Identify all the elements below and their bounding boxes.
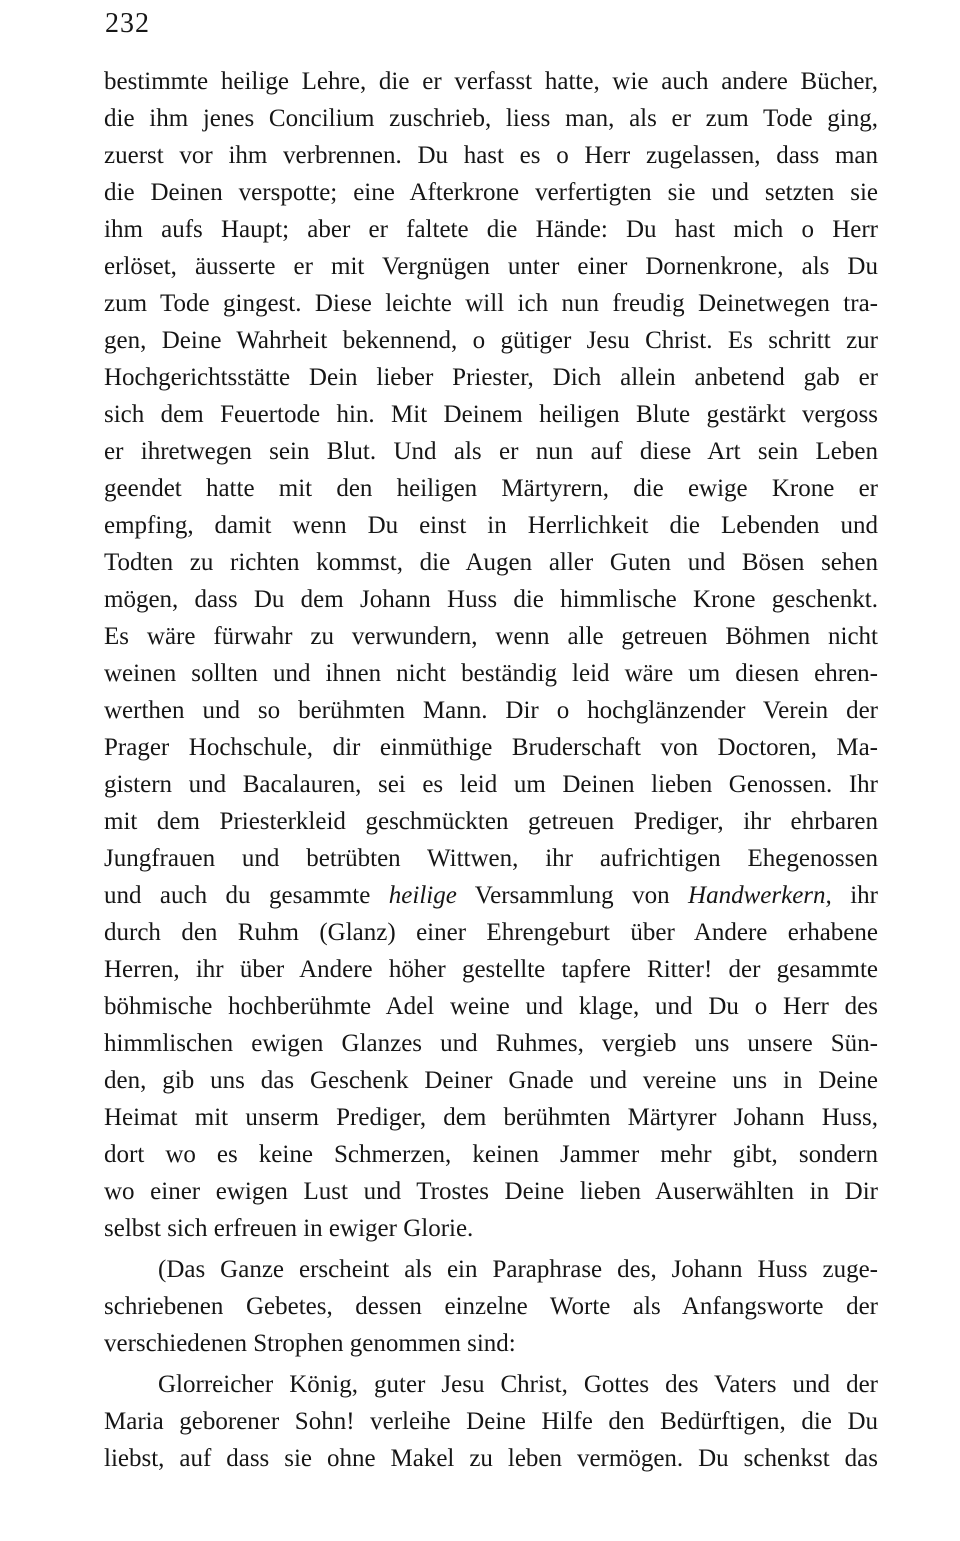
- text-line: mit dem Priesterkleid geschmückten getreuen Prediger, ihr ehrbaren: [104, 808, 878, 835]
- text-line: Jungfrauen und betrübten Wittwen, ihr aufrichtigen Ehegenossen: [104, 845, 878, 872]
- text-line: selbst sich erfreuen in ewiger Glorie.: [104, 1215, 474, 1242]
- text-line: bestimmte heilige Lehre, die er verfasst hatte, wie auch andere Bücher,: [104, 68, 878, 95]
- text-line: die Deinen verspotte; eine Afterkrone verfertigten sie und setzten sie: [104, 179, 878, 206]
- text-line: erlöset, äusserte er mit Vergnügen unter einer Dornenkrone, als Du: [104, 253, 878, 280]
- text-line-with-italics: [104, 877, 878, 914]
- page-number: 232: [105, 8, 150, 39]
- text-line: Maria geborener Sohn! verleihe Deine Hilfe den Bedürftigen, die Du: [104, 1408, 878, 1435]
- text-line: empfing, damit wenn Du einst in Herrlichkeit die Lebenden und: [104, 512, 878, 539]
- text-line: Todten zu richten kommst, die Augen aller Guten und Bösen sehen: [104, 549, 878, 576]
- body-text: [104, 63, 878, 1477]
- text-line: geendet hatte mit den heiligen Märtyrern, die ewige Krone er: [104, 475, 878, 502]
- text-line: verschiedenen Strophen genommen sind:: [104, 1330, 516, 1357]
- text-line: sich dem Feuertode hin. Mit Deinem heiligen Blute gestärkt vergoss: [104, 401, 878, 428]
- text-line: himmlischen ewigen Glanzes und Ruhmes, vergieb uns unsere Sün-: [104, 1030, 878, 1057]
- text-line: wo einer ewigen Lust und Trostes Deine lieben Auserwählten in Dir: [104, 1178, 878, 1205]
- paragraph-parenthetical: [104, 1251, 878, 1362]
- text-line: Es wäre fürwahr zu verwundern, wenn alle getreuen Böhmen nicht: [104, 623, 878, 650]
- text-line: Herren, ihr über Andere höher gestellte tapfere Ritter! der gesammte: [104, 956, 878, 983]
- text-line: zum Tode gingest. Diese leichte will ich nun freudig Deinetwegen tra-: [104, 290, 878, 317]
- text-segment: ihr: [831, 882, 878, 909]
- text-line: gen, Deine Wahrheit bekennend, o gütiger Jesu Christ. Es schritt zur: [104, 327, 878, 354]
- text-line: schriebenen Gebetes, dessen einzelne Worte als Anfangsworte der: [104, 1293, 878, 1320]
- text-line: Hochgerichtsstätte Dein lieber Priester, Dich allein anbetend gab er: [104, 364, 878, 391]
- text-line: den, gib uns das Geschenk Deiner Gnade und vereine uns in Deine: [104, 1067, 878, 1094]
- paragraph-prayer: [104, 1366, 878, 1477]
- paragraph-main: [104, 63, 878, 1247]
- text-line: durch den Ruhm (Glanz) einer Ehrengeburt über Andere erhabene: [104, 919, 878, 946]
- text-line: Glorreicher König, guter Jesu Christ, Gottes des Vaters und der: [158, 1371, 878, 1398]
- text-line: (Das Ganze erscheint als ein Paraphrase des, Johann Huss zuge-: [158, 1256, 878, 1283]
- text-line: liebst, auf dass sie ohne Makel zu leben vermögen. Du schenkst das: [104, 1445, 878, 1472]
- text-line: er ihretwegen sein Blut. Und als er nun auf diese Art sein Leben: [104, 438, 878, 465]
- text-line: Prager Hochschule, dir einmüthige Bruderschaft von Doctoren, Ma-: [104, 734, 878, 761]
- text-line: dort wo es keine Schmerzen, keinen Jammer mehr gibt, sondern: [104, 1141, 878, 1168]
- italic-word-handwerkern: Handwerkern,: [688, 882, 832, 909]
- text-line: Heimat mit unserm Prediger, dem berühmten Märtyrer Johann Huss,: [104, 1104, 878, 1131]
- text-segment: Versammlung von: [456, 882, 689, 909]
- italic-word-heilige: heilige: [388, 882, 457, 909]
- text-line: gistern und Bacalauren, sei es leid um Deinen lieben Genossen. Ihr: [104, 771, 878, 798]
- text-line: mögen, dass Du dem Johann Huss die himmlische Krone geschenkt.: [104, 586, 878, 613]
- text-segment: und auch du gesammte: [104, 882, 389, 909]
- text-line: werthen und so berühmten Mann. Dir o hochglänzender Verein der: [104, 697, 878, 724]
- text-line: die ihm jenes Concilium zuschrieb, liess man, als er zum Tode ging,: [104, 105, 878, 132]
- text-line: zuerst vor ihm verbrennen. Du hast es o Herr zugelassen, dass man: [104, 142, 878, 169]
- text-line: böhmische hochberühmte Adel weine und klage, und Du o Herr des: [104, 993, 878, 1020]
- text-line: weinen sollten und ihnen nicht beständig leid wäre um diesen ehren-: [104, 660, 878, 687]
- text-line: ihm aufs Haupt; aber er faltete die Hände: Du hast mich o Herr: [104, 216, 878, 243]
